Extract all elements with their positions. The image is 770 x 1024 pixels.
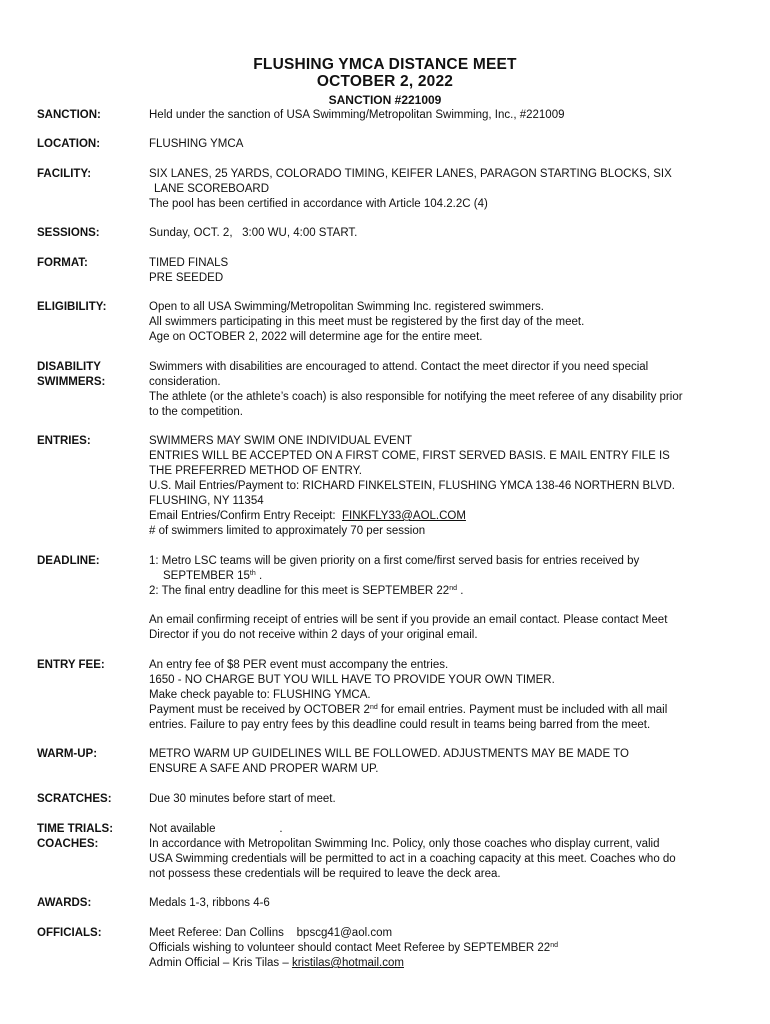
format-line: PRE SEEDED [149,272,224,284]
entry-fee-payment-end: for email entries. Payment must be included with all mail [377,704,668,716]
deadline-final-text: 2: The final entry deadline for this meet is SEPTEMBER 22 [149,585,450,597]
disability-label [37,360,105,390]
admin-official-email-link[interactable]: kristilas@hotmail.com [291,957,404,969]
sessions-text [149,226,739,241]
scratches-label: SCRATCHES: [37,793,112,805]
awards-text [149,896,739,911]
sanction-label: SANCTION: [37,109,101,121]
deadline-text [149,554,739,643]
officials-line: Meet Referee: Dan Collins bpscg41@aol.com [149,927,393,939]
warmup-label: WARM-UP: [37,748,98,760]
disability-label-line: DISABILITY [37,361,101,373]
warmup-line: METRO WARM UP GUIDELINES WILL BE FOLLOWED. ADJUSTMENTS MAY BE MADE TO [149,748,629,760]
warmup-text [149,747,739,777]
deadline-ordinal: nd [449,585,458,592]
entries-email-line [149,509,739,524]
entries-line: THE PREFERRED METHOD OF ENTRY. [149,465,362,477]
officials-ordinal: nd [550,942,558,949]
coaches-label-line: COACHES: [37,838,99,850]
disability-label-line: SWIMMERS: [37,376,106,388]
awards-line: Medals 1-3, ribbons 4-6 [149,897,270,909]
awards-label: AWARDS: [37,897,92,909]
officials-line [149,956,739,971]
warmup-line: ENSURE A SAFE AND PROPER WARM UP. [149,763,379,775]
entries-email-prefix: Email Entries/Confirm Entry Receipt: [149,510,343,522]
scratches-line: Due 30 minutes before start of meet. [149,793,336,805]
sanction-number: SANCTION #221009 [328,93,442,107]
entry-fee-text [149,658,739,733]
time-trials-label [37,822,113,852]
deadline-line: Director if you do not receive within 2 days of your original email. [149,629,478,641]
entries-text [149,434,739,539]
deadline-date-text: SEPTEMBER 15 [163,570,250,582]
entry-fee-line: Make check payable to: FLUSHING YMCA. [149,689,371,701]
entry-fee-line: 1650 - NO CHARGE BUT YOU WILL HAVE TO PROVIDE YOUR OWN TIMER. [149,674,555,686]
deadline-label: DEADLINE: [37,555,100,567]
time-trials-label-line: TIME TRIALS: [37,823,114,835]
entries-line: # of swimmers limited to approximately 70 per session [149,525,426,537]
officials-label: OFFICIALS: [37,927,102,939]
format-label: FORMAT: [37,257,88,269]
entry-fee-line: An entry fee of $8 PER event must accompany the entries. [149,659,449,671]
officials-volunteer-text: Officials wishing to volunteer should contact Meet Referee by SEPTEMBER 22 [149,942,551,954]
eligibility-line: Open to all USA Swimming/Metropolitan Swimming Inc. registered swimmers. [149,301,544,313]
entries-line: U.S. Mail Entries/Payment to: RICHARD FINKELSTEIN, FLUSHING YMCA 138-46 NORTHERN BLVD. [149,480,675,492]
entry-fee-ordinal: nd [369,704,378,711]
location-text [149,137,739,152]
sessions-line: Sunday, OCT. 2, 3:00 WU, 4:00 START. [149,227,358,239]
deadline-line [149,569,739,584]
officials-text [149,926,739,971]
entry-fee-line: entries. Failure to pay entry fees by this deadline could result in teams being barred from the meet. [149,719,651,731]
entries-label: ENTRIES: [37,435,91,447]
disability-line: Swimmers with disabilities are encouraged to attend. Contact the meet director if you need special [149,361,649,373]
eligibility-label: ELIGIBILITY: [37,301,107,313]
facility-label: FACILITY: [37,168,92,180]
facility-text [149,167,739,212]
eligibility-text [149,300,739,345]
deadline-ordinal: th [249,570,256,577]
deadline-line [149,584,739,599]
time-trials-text [149,822,739,882]
deadline-line-end: . [457,585,464,597]
format-line: TIMED FINALS [149,257,229,269]
admin-official-text: Admin Official – Kris Tilas – [149,957,292,969]
disability-line: consideration. [149,376,221,388]
entry-fee-payment-text: Payment must be received by OCTOBER 2 [149,704,370,716]
location-label: LOCATION: [37,138,101,150]
deadline-line: An email confirming receipt of entries will be sent if you provide an email contact. Please contact Meet [149,614,668,626]
time-trials-line: Not available . [149,823,283,835]
facility-line: The pool has been certified in accordance with Article 104.2.2C (4) [149,198,488,210]
sanction-text [149,108,739,123]
entry-fee-line [149,703,739,718]
facility-line: SIX LANES, 25 YARDS, COLORADO TIMING, KEIFER LANES, PARAGON STARTING BLOCKS, SIX [149,168,672,180]
sessions-label: SESSIONS: [37,227,100,239]
document-title: FLUSHING YMCA DISTANCE MEET [253,56,517,73]
eligibility-line: Age on OCTOBER 2, 2022 will determine age for the entire meet. [149,331,483,343]
officials-line [149,941,739,956]
entries-line: ENTRIES WILL BE ACCEPTED ON A FIRST COME, FIRST SERVED BASIS. E MAIL ENTRY FILE IS [149,450,670,462]
sanction-line: Held under the sanction of USA Swimming/Metropolitan Swimming, Inc., #221009 [149,109,565,121]
entries-email-link[interactable]: FINKFLY33@AOL.COM [342,510,466,522]
location-line: FLUSHING YMCA [149,138,244,150]
facility-line: LANE SCOREBOARD [154,183,270,195]
coaches-line: In accordance with Metropolitan Swimming Inc. Policy, only those coaches who display current, valid [149,838,660,850]
scratches-text [149,792,739,807]
eligibility-line: All swimmers participating in this meet must be registered by the first day of the meet. [149,316,585,328]
format-text [149,256,739,286]
disability-line: to the competition. [149,406,243,418]
coaches-line: not possess these credentials will be required to leave the deck area. [149,868,501,880]
disability-line: The athlete (or the athlete’s coach) is also responsible for notifying the meet referee of any disability prior [149,391,683,403]
entries-line: SWIMMERS MAY SWIM ONE INDIVIDUAL EVENT [149,435,413,447]
deadline-line: 1: Metro LSC teams will be given priority on a first come/first served basis for entries received by [149,555,640,567]
document-date: OCTOBER 2, 2022 [316,73,454,90]
coaches-line: USA Swimming credentials will be permitted to act in a coaching capacity at this meet. Coaches who do [149,853,676,865]
deadline-line-end: . [255,570,263,582]
entries-line: FLUSHING, NY 11354 [149,495,264,507]
entry-fee-label: ENTRY FEE: [37,659,105,671]
disability-text [149,360,739,420]
